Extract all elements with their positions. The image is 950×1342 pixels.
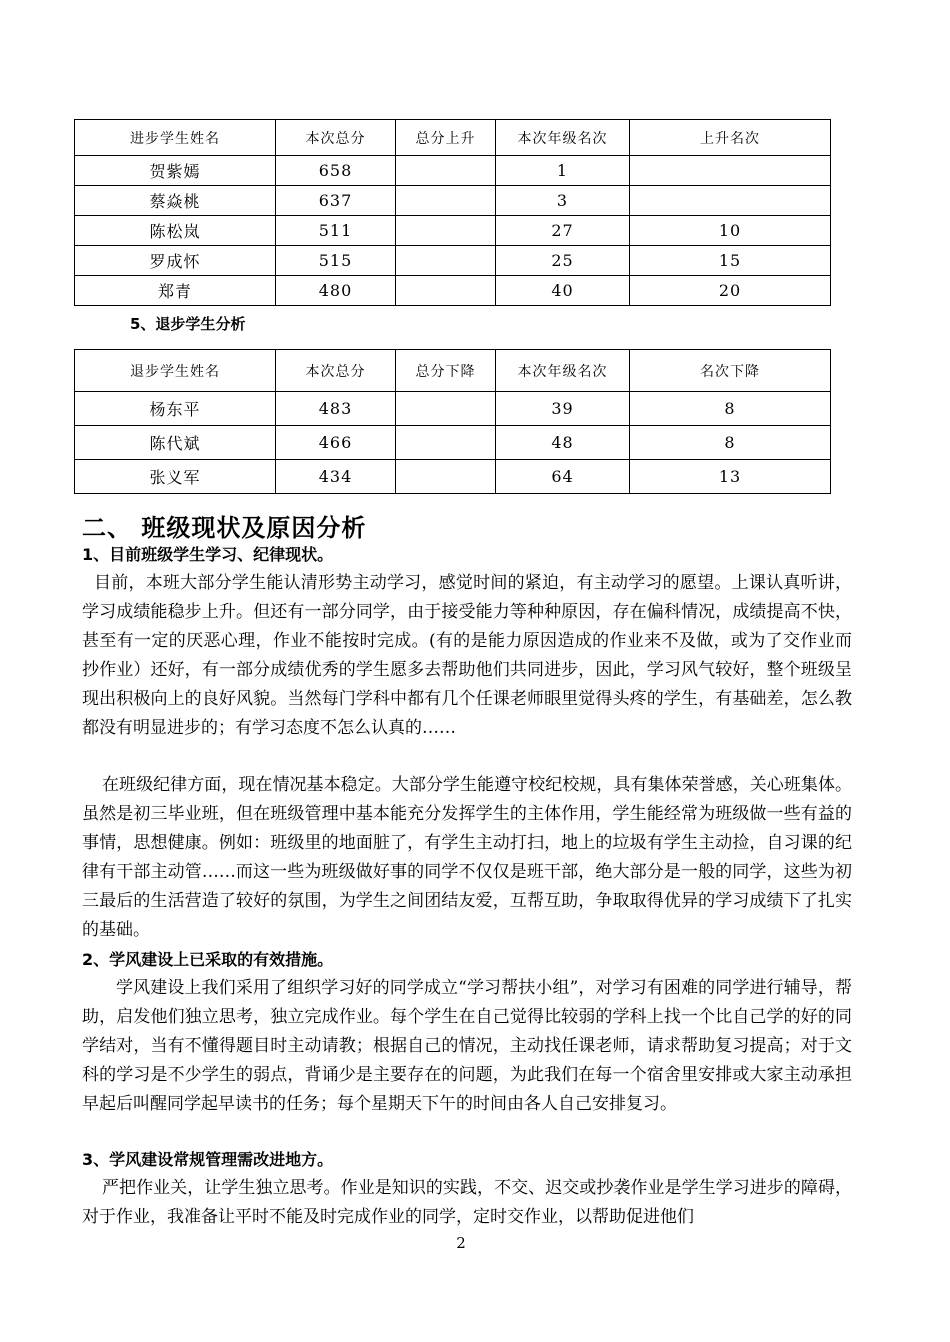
student-name-cell: 蔡焱桃 — [75, 186, 276, 216]
header-cell: 本次年级名次 — [496, 350, 630, 392]
total-score-cell: 480 — [276, 276, 396, 306]
grade-rank-cell: 1 — [496, 156, 630, 186]
score-change-cell — [396, 426, 496, 460]
rank-change-cell — [630, 156, 831, 186]
score-change-cell — [396, 156, 496, 186]
grade-rank-cell: 25 — [496, 246, 630, 276]
rank-change-cell: 8 — [630, 426, 831, 460]
header-cell: 总分上升 — [396, 120, 496, 156]
paragraph-2: 在班级纪律方面，现在情况基本稳定。大部分学生能遵守校纪校规，具有集体荣誉感，关心班集体。虽然是初三毕业班，但在班级管理中基本能充分发挥学生的主体作用，学生能经常为班级做一些有益的事情，思想健康。例如：班级里的地面脏了，有学生主动打扫，地上的垃圾有学生主动捡，自习课的纪律有干部主动管……而这一些为班级做好事的同学不仅仅是班干部，绝大部分是一般的同学，这些为初三最后的生活营造了较好的氛围，为学生之间团结友爱，互帮互助，争取取得优异的学习成绩下了扎实的基础。 — [82, 775, 852, 940]
student-name-cell: 罗成怀 — [75, 246, 276, 276]
rank-change-cell: 20 — [630, 276, 831, 306]
score-change-cell — [396, 392, 496, 426]
subsection-heading-1: 1、目前班级学生学习、纪律现状。 — [82, 545, 334, 564]
regress-students-table — [74, 349, 831, 494]
grade-rank-cell: 40 — [496, 276, 630, 306]
student-name-cell: 陈松岚 — [75, 216, 276, 246]
total-score-cell: 483 — [276, 392, 396, 426]
header-cell: 本次年级名次 — [496, 120, 630, 156]
student-name-cell: 杨东平 — [75, 392, 276, 426]
grade-rank-cell: 39 — [496, 392, 630, 426]
table-row — [75, 426, 831, 460]
table-header-row — [75, 350, 831, 392]
rank-change-cell: 15 — [630, 246, 831, 276]
table-header-row — [75, 120, 831, 156]
grade-rank-cell: 27 — [496, 216, 630, 246]
regress-analysis-heading: 5、退步学生分析 — [130, 315, 246, 333]
header-cell: 上升名次 — [630, 120, 831, 156]
header-cell: 本次总分 — [276, 120, 396, 156]
score-change-cell — [396, 186, 496, 216]
header-cell: 进步学生姓名 — [75, 120, 276, 156]
student-name-cell: 郑青 — [75, 276, 276, 306]
table-row — [75, 276, 831, 306]
student-name-cell: 张义军 — [75, 460, 276, 494]
rank-change-cell: 8 — [630, 392, 831, 426]
paragraph-4: 严把作业关，让学生独立思考。作业是知识的实践，不交、迟交或抄袭作业是学生学习进步的障碍，对于作业，我准备让平时不能及时完成作业的同学，定时交作业，以帮助促进他们 — [82, 1178, 852, 1227]
score-change-cell — [396, 276, 496, 306]
table-row — [75, 246, 831, 276]
student-name-cell: 陈代斌 — [75, 426, 276, 460]
grade-rank-cell: 3 — [496, 186, 630, 216]
paragraph-1: 目前，本班大部分学生能认清形势主动学习，感觉时间的紧迫，有主动学习的愿望。上课认真听讲，学习成绩能稳步上升。但还有一部分同学，由于接受能力等种种原因，存在偏科情况，成绩提高不快，甚至有一定的厌恶心理，作业不能按时完成。(有的是能力原因造成的作业来不及做，或为了交作业而抄作业）还好，有一部分成绩优秀的学生愿多去帮助他们共同进步，因此，学习风气较好，整个班级呈现出积极向上的良好风貌。当然每门学科中都有几个任课老师眼里觉得头疼的学生，有基础差，怎么教都没有明显进步的；有学习态度不怎么认真的…… — [82, 573, 852, 738]
total-score-cell: 466 — [276, 426, 396, 460]
table-row — [75, 460, 831, 494]
subsection-heading-3: 3、学风建设常规管理需改进地方。 — [82, 1150, 334, 1169]
header-cell: 名次下降 — [630, 350, 831, 392]
total-score-cell: 658 — [276, 156, 396, 186]
score-change-cell — [396, 460, 496, 494]
subsection-heading-2: 2、学风建设上已采取的有效措施。 — [82, 950, 334, 969]
score-change-cell — [396, 246, 496, 276]
score-change-cell — [396, 216, 496, 246]
student-name-cell: 贺紫嫣 — [75, 156, 276, 186]
total-score-cell: 434 — [276, 460, 396, 494]
table-row — [75, 392, 831, 426]
table-row — [75, 216, 831, 246]
grade-rank-cell: 48 — [496, 426, 630, 460]
header-cell: 退步学生姓名 — [75, 350, 276, 392]
total-score-cell: 637 — [276, 186, 396, 216]
rank-change-cell: 13 — [630, 460, 831, 494]
grade-rank-cell: 64 — [496, 460, 630, 494]
header-cell: 总分下降 — [396, 350, 496, 392]
page-number: 2 — [456, 1234, 466, 1252]
rank-change-cell: 10 — [630, 216, 831, 246]
paragraph-3: 学风建设上我们采用了组织学习好的同学成立“学习帮扶小组”，对学习有困难的同学进行辅导，帮助，启发他们独立思考，独立完成作业。每个学生在自己觉得比较弱的学科上找一个比自己学的好的同学结对，当有不懂得题目时主动请教；根据自己的情况，主动找任课老师，请求帮助复习提高；对于文科的学习是不少学生的弱点，背诵少是主要存在的问题，为此我们在每一个宿舍里安排或大家主动承担早起后叫醒同学起早读书的任务；每个星期天下午的时间由各人自己安排复习。 — [82, 978, 852, 1114]
progress-students-table — [74, 119, 831, 306]
table-row — [75, 186, 831, 216]
total-score-cell: 515 — [276, 246, 396, 276]
rank-change-cell — [630, 186, 831, 216]
total-score-cell: 511 — [276, 216, 396, 246]
table-row — [75, 156, 831, 186]
section-title: 二、 班级现状及原因分析 — [82, 514, 367, 542]
header-cell: 本次总分 — [276, 350, 396, 392]
